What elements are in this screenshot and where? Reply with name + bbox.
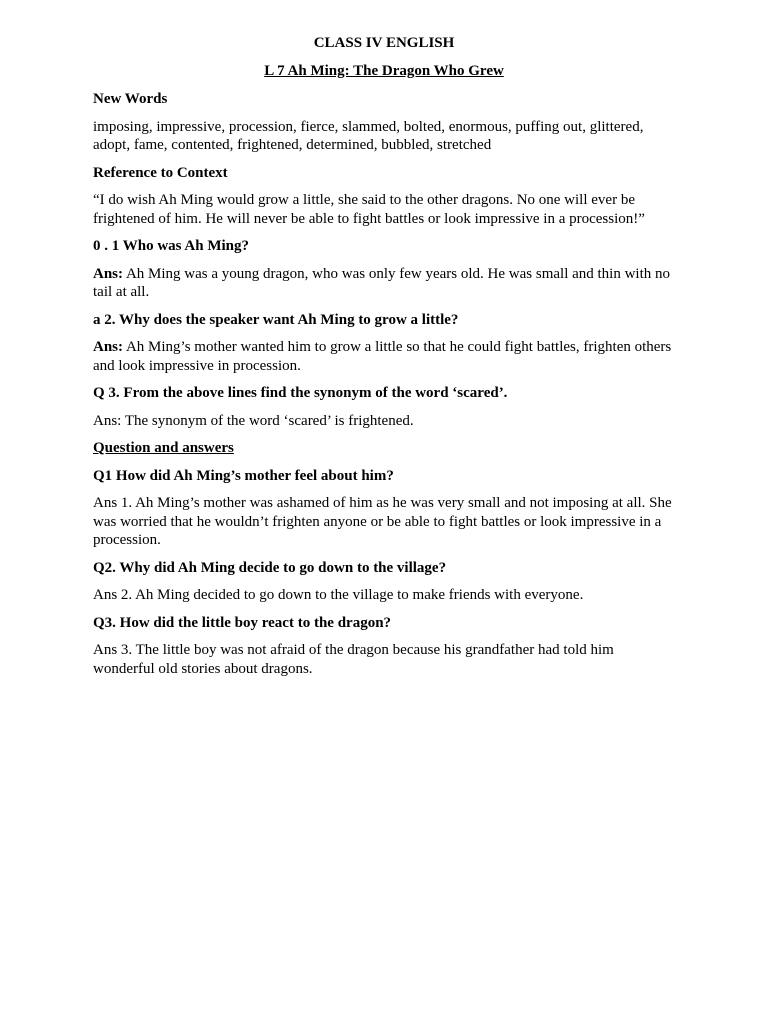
rtc-answer-1	[93, 265, 675, 302]
answer-text: Ah Ming’s mother wanted him to grow a little so that he could fight battles, frighten others and look impressive in procession.	[93, 339, 672, 374]
qa-question-2: Q2. Why did Ah Ming decide to go down to the village?	[93, 559, 447, 576]
qa-question-3: Q3. How did the little boy react to the dragon?	[93, 614, 392, 631]
rtc-answer-3: Ans: The synonym of the word ‘scared’ is frightened.	[93, 412, 414, 429]
lesson-title: L 7 Ah Ming: The Dragon Who Grew	[264, 63, 504, 79]
reference-passage: “I do wish Ah Ming would grow a little, she said to the other dragons. No one will ever be frightened of him. He will never be able to fight battles or look impressive in a procession!”	[93, 192, 645, 227]
new-words-heading: New Words	[93, 91, 168, 107]
new-words-list: imposing, impressive, procession, fierce, slammed, bolted, enormous, puffing out, glittered, adopt, fame, contented, frightened, determined, bubbled, stretched	[93, 118, 644, 153]
answer-label: Ans:	[93, 265, 124, 282]
rtc-answer-2	[93, 338, 675, 375]
answer-text: Ah Ming was a young dragon, who was only few years old. He was small and thin with no tail at all.	[93, 265, 671, 300]
rtc-question-3: Q 3. From the above lines find the synonym of the word ‘scared’.	[93, 385, 508, 401]
document-title: CLASS IV ENGLISH	[313, 35, 455, 51]
answer-label: Ans:	[93, 339, 124, 355]
qa-answer-1: Ans 1. Ah Ming’s mother was ashamed of him as he was very small and not imposing at all. She was worried that he wouldn’t frighten anyone or be able to fight battles or look impressive in a procession.	[93, 495, 672, 548]
rtc-question-1: 0 . 1 Who was Ah Ming?	[93, 238, 250, 254]
qa-answer-3: Ans 3. The little boy was not afraid of the dragon because his grandfather had told him wonderful old stories about dragons.	[93, 642, 614, 677]
question-and-answers-heading: Question and answers	[93, 440, 234, 456]
rtc-question-2: a 2. Why does the speaker want Ah Ming to grow a little?	[93, 311, 459, 328]
qa-answer-2: Ans 2. Ah Ming decided to go down to the village to make friends with everyone.	[93, 587, 584, 603]
qa-question-1: Q1 How did Ah Ming’s mother feel about him?	[93, 467, 394, 484]
reference-to-context-heading: Reference to Context	[93, 164, 228, 181]
